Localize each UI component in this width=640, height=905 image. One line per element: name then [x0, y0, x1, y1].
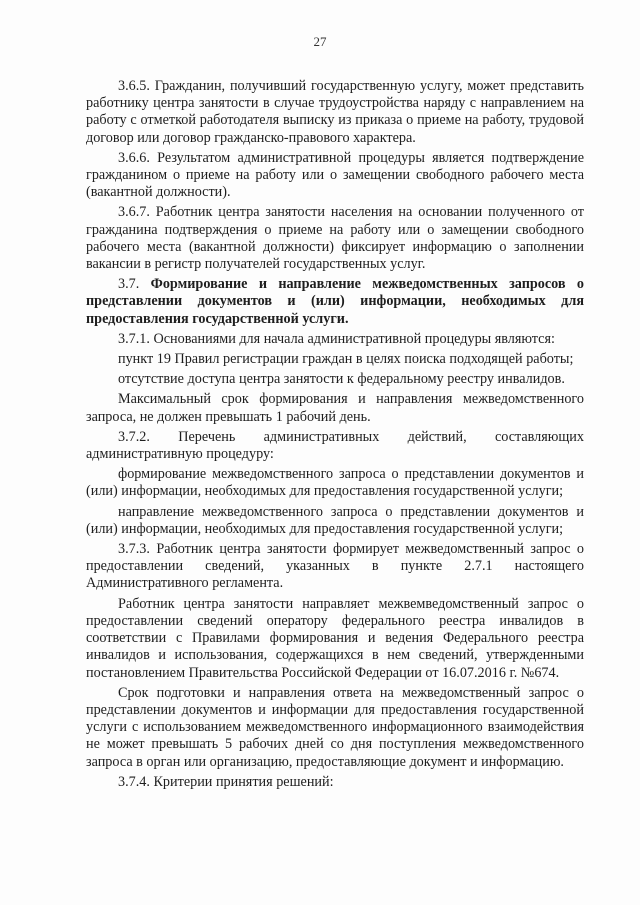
- paragraph-3-7-1: 3.7.1. Основаниями для начала административной процедуры являются:: [118, 330, 555, 347]
- paragraph-3-6-7: 3.6.7. Работник центра занятости населения на основании полученного от гражданина подтверждения о приеме на работу или о замещении свободного рабочего места (вакантной должности) фиксирует информацию о заполнении вакансии в регистр получателей государственных услуг.: [86, 204, 584, 273]
- page-number: 27: [313, 34, 327, 49]
- section-number: 3.7.: [118, 276, 140, 293]
- paragraph-sends-request: Работник центра занятости направляет межвемведомственный запрос о предоставлении сведений оператору федерального реестра инвалидов в соответствии с Правилами формирования и ведения Федерального реестра инвалидов и использования, содержащихся в нем сведений, утвержденными постановлением Правительства Российской Федерации от 16.07.2016 г. №674.: [86, 595, 584, 681]
- paragraph-rule-19: пункт 19 Правил регистрации граждан в целях поиска подходящей работы;: [118, 351, 574, 368]
- paragraph-3-7-2: 3.7.2. Перечень административных действий, составляющих административную процедуру:: [86, 428, 584, 463]
- document-body: [86, 78, 584, 794]
- paragraph-max-term: Максимальный срок формирования и направления межведомственного запроса, не должен превышать 1 рабочий день.: [86, 391, 584, 425]
- paragraph-response-term: Срок подготовки и направления ответа на межведомственный запрос о представлении документов и информации для предоставления государственной услуги с использованием межведомственного информационного взаимодействия не может превышать 5 рабочих дней со дня поступления межведомственного запроса в орган или организацию, предоставляющие документ и информацию.: [86, 684, 584, 770]
- paragraph-3-6-6: 3.6.6. Результатом административной процедуры является подтверждение гражданином о приеме на работу или о замещении свободного рабочего места (вакантной должности).: [86, 149, 584, 201]
- paragraph-3-7-3: 3.7.3. Работник центра занятости формирует межведомственный запрос о предоставлении сведений, указанных в пункте 2.7.1 настоящего Административного регламента.: [86, 541, 584, 592]
- paragraph-3-6-5: 3.6.5. Гражданин, получивший государственную услугу, может представить работнику центра занятости в случае трудоустройства наряду с направлением на работу с отметкой работодателя выписку из приказа о приеме на работу, трудовой договор или договор гражданско-правового характера.: [86, 78, 584, 146]
- paragraph-3-7-4: 3.7.4. Критерии принятия решений:: [118, 773, 334, 790]
- paragraph-sending-request: направление межведомственного запроса о представлении документов и (или) информации, необходимых для предоставления государственной услуги;: [86, 503, 584, 537]
- section-heading-3-7: [86, 276, 584, 328]
- section-title: Формирование и направление межведомственных запросов о представлении документов и (или) информации, необходимых для предоставления государственной услуги.: [86, 276, 585, 327]
- paragraph-forming-request: формирование межведомственного запроса о представлении документов и (или) информации, необходимых для предоставления государственной услуги;: [86, 466, 584, 500]
- paragraph-no-access: отсутствие доступа центра занятости к федеральному реестру инвалидов.: [118, 371, 565, 388]
